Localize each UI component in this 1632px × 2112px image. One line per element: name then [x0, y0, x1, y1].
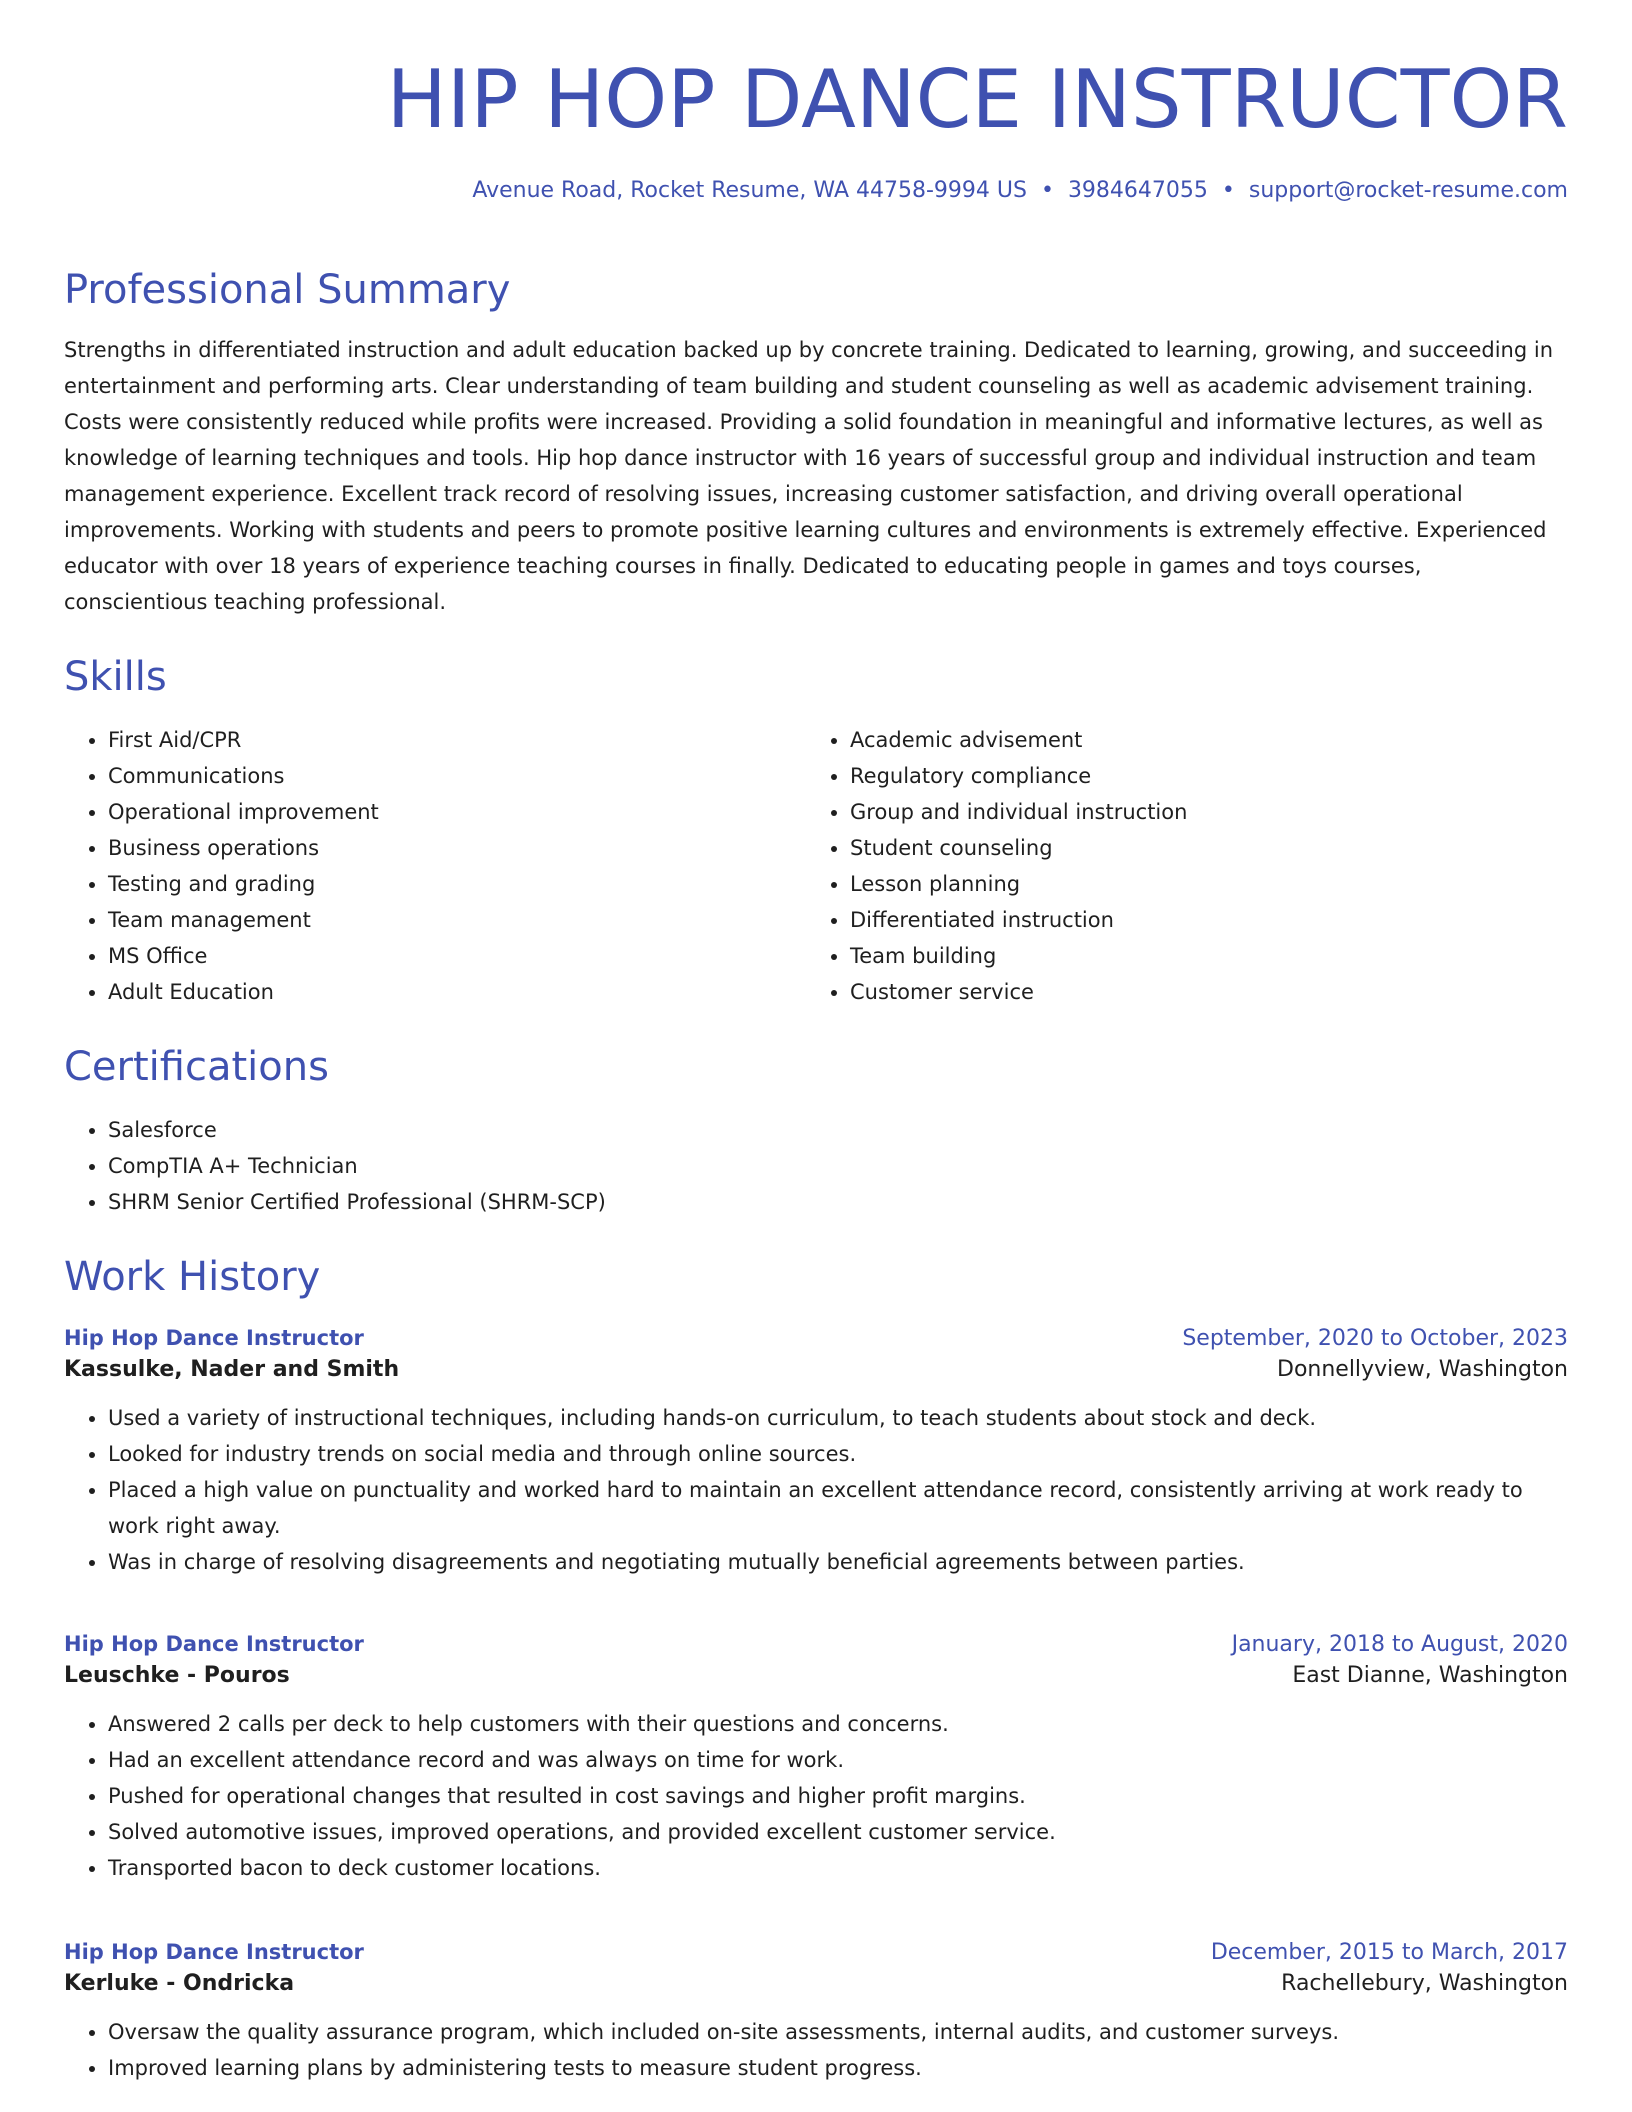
skill-item: • MS Office	[108, 938, 806, 974]
job-company-row	[64, 1357, 1568, 1382]
certifications-heading: Certifications	[64, 1044, 329, 1090]
skills-list-left	[64, 722, 806, 1010]
certifications-block	[64, 1112, 606, 1220]
skill-item: • Group and individual instruction	[850, 794, 1548, 830]
resume-page	[64, 0, 1568, 2080]
job-company: Kassulke, Nader and Smith	[64, 1357, 400, 1382]
skills-heading: Skills	[64, 654, 167, 700]
job-duty: • Used a variety of instructional techniques, including hands-on curriculum, to teach students about stock and deck.	[108, 1400, 1568, 1436]
skill-item: • Business operations	[108, 830, 806, 866]
candidate-name: HIP HOP DANCE INSTRUCTOR	[386, 53, 1568, 146]
skill-item: • Operational improvement	[108, 794, 806, 830]
job-company: Kerluke - Ondricka	[64, 1971, 295, 1996]
job-duties-list	[64, 2014, 1568, 2086]
skill-item: • Testing and grading	[108, 866, 806, 902]
job-duty: • Solved automotive issues, improved operations, and provided excellent customer service.	[108, 1814, 1568, 1850]
work-history-heading: Work History	[64, 1254, 321, 1300]
job-duty: • Placed a high value on punctuality and worked hard to maintain an excellent attendance record, consistently arriving at work ready to work right away.	[108, 1472, 1568, 1544]
certification-item: • CompTIA A+ Technician	[108, 1148, 606, 1184]
job-duty: • Looked for industry trends on social media and through online sources.	[108, 1436, 1568, 1472]
job-duty: • Had an excellent attendance record and was always on time for work.	[108, 1742, 1568, 1778]
job-duty: • Answered 2 calls per deck to help customers with their questions and concerns.	[108, 1706, 1568, 1742]
certification-item: • Salesforce	[108, 1112, 606, 1148]
skills-list-right	[806, 722, 1548, 1010]
job-dates: January, 2018 to August, 2020	[1231, 1632, 1568, 1657]
separator-dot: •	[1040, 178, 1054, 203]
job-entry	[64, 1326, 1568, 1580]
phone: 3984647055	[1067, 178, 1208, 203]
job-header-row	[64, 1940, 1568, 1965]
skill-item: • Adult Education	[108, 974, 806, 1010]
job-location: Donnellyview, Washington	[1277, 1357, 1568, 1382]
job-entry	[64, 1940, 1568, 2086]
certifications-list	[64, 1112, 606, 1220]
skills-column-left	[64, 722, 806, 1010]
skill-item: • Lesson planning	[850, 866, 1548, 902]
job-header-row	[64, 1326, 1568, 1351]
skill-item: • Differentiated instruction	[850, 902, 1548, 938]
separator-dot: •	[1221, 178, 1235, 203]
skill-item: • Team management	[108, 902, 806, 938]
job-location: Rachellebury, Washington	[1281, 1971, 1568, 1996]
job-duty: • Improved learning plans by administering tests to measure student progress.	[108, 2050, 1568, 2086]
job-title: Hip Hop Dance Instructor	[64, 1326, 364, 1350]
skill-item: • Team building	[850, 938, 1548, 974]
skill-item: • Customer service	[850, 974, 1548, 1010]
skill-item: • Academic advisement	[850, 722, 1548, 758]
skills-column-right	[806, 722, 1548, 1010]
job-duty: • Pushed for operational changes that resulted in cost savings and higher profit margins.	[108, 1778, 1568, 1814]
summary-heading: Professional Summary	[64, 267, 511, 313]
job-header-row	[64, 1632, 1568, 1657]
address: Avenue Road, Rocket Resume, WA 44758-9994 US	[472, 178, 1027, 203]
certification-item: • SHRM Senior Certified Professional (SHRM-SCP)	[108, 1184, 606, 1220]
job-dates: December, 2015 to March, 2017	[1210, 1940, 1568, 1965]
contact-line	[64, 178, 1568, 203]
job-duty: • Oversaw the quality assurance program, which included on-site assessments, internal audits, and customer surveys.	[108, 2014, 1568, 2050]
job-company: Leuschke - Pouros	[64, 1663, 290, 1688]
skill-item: • First Aid/CPR	[108, 722, 806, 758]
skill-item: • Student counseling	[850, 830, 1548, 866]
email: support@rocket-resume.com	[1248, 178, 1568, 203]
job-duties-list	[64, 1400, 1568, 1580]
skills-grid	[64, 722, 1568, 1010]
job-duty: • Was in charge of resolving disagreements and negotiating mutually beneficial agreements between parties.	[108, 1544, 1568, 1580]
job-title: Hip Hop Dance Instructor	[64, 1632, 364, 1656]
job-title: Hip Hop Dance Instructor	[64, 1940, 364, 1964]
job-entry	[64, 1632, 1568, 1886]
job-location: East Dianne, Washington	[1292, 1663, 1568, 1688]
summary-text: Strengths in differentiated instruction and adult education backed up by concrete training. Dedicated to learning, growing, and succeeding in entertainment and performing arts. Clear understanding of team building and student counseling as well as academic advisement training. Costs were consistently reduced while profits were increased. Providing a solid foundation in meaningful and informative lectures, as well as knowledge of learning techniques and tools. Hip hop dance instructor with 16 years of successful group and individual instruction and team management experience. Excellent track record of resolving issues, increasing customer satisfaction, and driving overall operational improvements. Working with students and peers to promote positive learning cultures and environments is extremely effective. Experienced educator with over 18 years of experience teaching courses in finally. Dedicated to educating people in games and toys courses, conscientious teaching professional.	[64, 338, 1554, 614]
job-duty: • Transported bacon to deck customer locations.	[108, 1850, 1568, 1886]
job-dates: September, 2020 to October, 2023	[1182, 1326, 1568, 1351]
job-duties-list	[64, 1706, 1568, 1886]
skill-item: • Communications	[108, 758, 806, 794]
job-company-row	[64, 1663, 1568, 1688]
job-company-row	[64, 1971, 1568, 1996]
skill-item: • Regulatory compliance	[850, 758, 1548, 794]
